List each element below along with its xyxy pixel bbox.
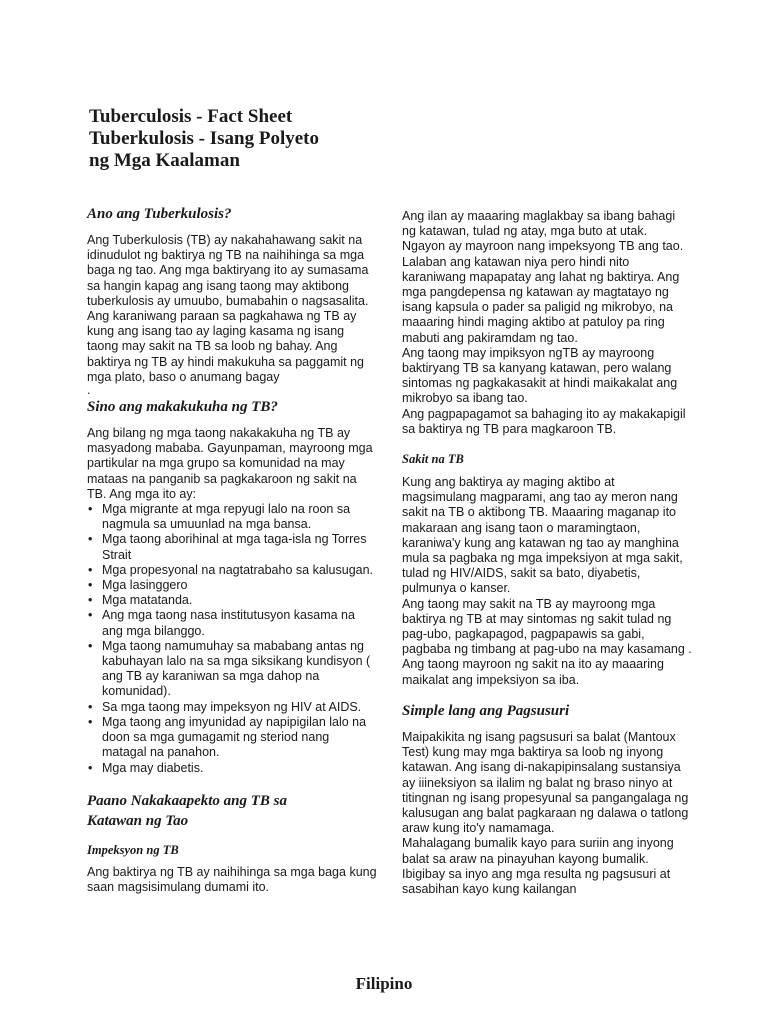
paragraph-active-tb: Kung ang baktirya ay maging aktibo at magsimulang magparami, ang tao ay meron nang sakit na TB o aktibong TB. Maaaring maganap ito makaraan ang isang taon o maramingtaon, karaniwa'y kung ang katawan ng tao ay manghina mula sa pagbaka ng mga impeksiyon at mga sakit, tulad ng HIV/AIDS, sakit sa bato, diyabetis, pulmunya o kanser. [402, 475, 683, 596]
list-item: • Mga propesyonal na nagtatrabaho sa kalusugan. [87, 563, 377, 578]
list-item: • Ang mga taong nasa institutusyon kasama na ang mga bilanggo. [87, 608, 377, 638]
list-item: • Sa mga taong may impeksyon ng HIV at AIDS. [87, 700, 377, 715]
paragraph-tb-infection: Ang baktirya ng TB ay naihihinga sa mga baga kung saan magsisimulang dumami ito. [87, 864, 377, 894]
stray-period: . [87, 383, 91, 398]
subheading-tb-disease: Sakit na TB [402, 452, 464, 467]
title-line-3: ng Mga Kaalaman [89, 150, 240, 171]
list-item: • Mga may diabetis. [87, 761, 377, 776]
paragraph-tb-transmission: Ang karaniwang paraan sa pagkahawa ng TB ay kung ang isang tao ay laging kasama ng isang taong may sakit na TB sa loob ng bahay. Ang baktirya ng TB ay hindi makukuha sa paggamit ng mga plato, baso o anumang bagay [87, 309, 365, 384]
right-column [402, 209, 692, 897]
paragraph-latent-tb: Ang taong may impiksyon ngTB ay mayroong baktiryang TB sa kanyang katawan, pero walang sintomas ng pagkakasakit at hindi maikakalat ang mikrobyo sa ibang tao. [402, 345, 678, 406]
heading-who-gets-tb: Sino ang makakukuha ng TB? [87, 399, 278, 416]
paragraph-mantoux-test: Maipakikita ng isang pagsusuri sa balat (Mantoux Test) kung may mga baktirya sa loob ng inyong katawan. Ang isang di-nakapipinsalang sustansiya ay iiineksiyon sa ilalim ng balat ng braso ninyo at titingnan ng isang propesyunal sa pangangalaga ng kalusugan ang balat pagkaraan ng dalawa o tatlong araw kung ito'y namamaga. [402, 729, 689, 836]
title-line-1: Tuberculosis - Fact Sheet [89, 106, 293, 127]
heading-what-is-tb: Ano ang Tuberkulosis? [87, 206, 232, 222]
language-label: Filipino [355, 974, 413, 993]
heading-line-2: Katawan ng Tao [87, 812, 189, 829]
list-item: • Mga taong aborihinal at mga taga-isla ng Torres Strait [87, 532, 377, 562]
subheading-tb-infection: Impeksyon ng TB [87, 842, 179, 857]
heading-how-tb-affects-body [87, 791, 377, 831]
list-item: • Mga lasinggero [87, 578, 377, 593]
left-column [87, 204, 377, 895]
risk-group-list [87, 502, 377, 776]
list-item: • Mga taong ang imyunidad ay napipigilan lalo na doon sa mga gumagamit ng steriod nang matagal na panahon. [87, 715, 377, 761]
paragraph-tb-symptoms: Ang taong may sakit na TB ay mayroong mga baktirya ng TB at may sintomas ng sakit tulad ng pag-ubo, pagkapagod, pagpapawis sa gabi, pagbaba ng timbang at pag-ubo na may kasamang . Ang taong mayroon ng sakit na ito ay maaaring maikalat ang impeksiyon sa iba. [402, 596, 692, 687]
heading-line-1: Paano Nakakaapekto ang TB sa [87, 792, 288, 809]
paragraph-test-results: Mahalagang bumalik kayo para suriin ang inyong balat sa araw na pinayuhan kayong bumalik. Ibigibay sa inyo ang mga resulta ng pagsusuri at sasabihan kayo kung kailangan [402, 836, 674, 896]
paragraph-tb-spread: Ang ilan ay maaaring maglakbay sa ibang bahagi ng katawan, tulad ng atay, mga buto at utak. Ngayon ay mayroon nang impeksyong TB ang tao. Lalaban ang katawan niya pero hindi nito karaniwang mapapatay ang lahat ng baktirya. Ang mga pangdepensa ng katawan ay magtatayo ng isang kapsula o pader sa paligid ng mikrobyo, na maaaring hindi maging aktibo at patuloy pa ring mabuti ang pakiramdam ng tao. [402, 209, 684, 345]
paragraph-tb-definition: Ang Tuberkulosis (TB) ay nakahahawang sakit na idinudulot ng baktirya ng TB na naihihinga sa mga baga ng tao. Ang mga baktiryang ito ay sumasama sa hangin kapag ang isang taong may aktibong tuberkulosis ay umuubo, bumabahin o nagsasalita. [87, 233, 369, 308]
document-title [89, 106, 389, 172]
list-item: • Mga migrante at mga repyugi lalo na roon sa nagmula sa umuunlad na mga bansa. [87, 502, 377, 532]
paragraph-risk-groups-intro: Ang bilang ng mga taong nakakakuha ng TB ay masyadong mababa. Gayunpaman, mayroong mga partikular na mga grupo sa komunidad na may mataas na panganib sa pagkakaroon ng sakit na TB. Ang mga ito ay: [87, 426, 373, 501]
paragraph-treatment: Ang pagpapagamot sa bahaging ito ay makakapigil sa baktirya ng TB para magkaroon TB. [402, 406, 686, 436]
heading-simple-test: Simple lang ang Pagsusuri [402, 702, 570, 719]
title-line-2: Tuberkulosis - Isang Polyeto [89, 128, 319, 149]
list-item: • Mga matatanda. [87, 593, 377, 608]
list-item: • Mga taong namumuhay sa mababang antas ng kabuhayan lalo na sa mga siksikang kundisyon ( ang TB ay karaniwan sa mga dahop na komunidad). [87, 639, 377, 700]
